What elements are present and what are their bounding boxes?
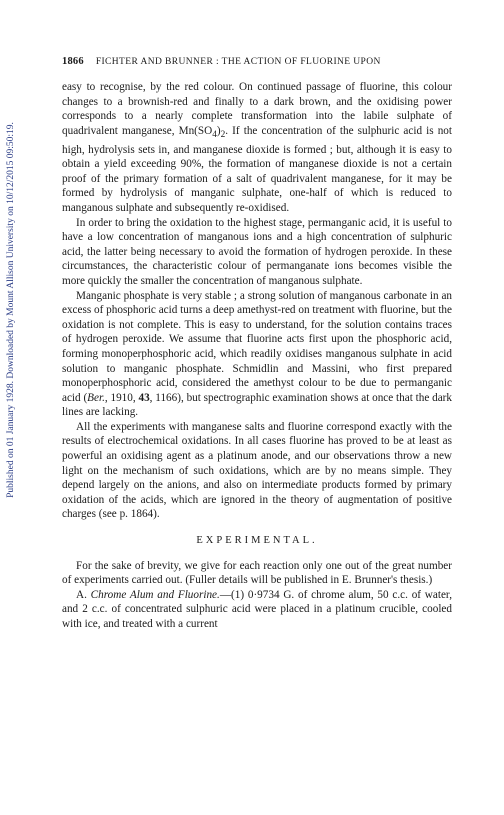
paragraph-3-text-a: Manganic phosphate is very stable ; a strong solution of manganous carbonate in an excess of phosphoric acid turns a deep amethyst-red on treatment with fluorine, but the oxidation is not complete. This is easy to understand, for the solution contains traces of hydrogen peroxide. We assume that fluorine acts first upon the phosphoric acid, forming monoperphosphoric acid, which readily oxidises manganous sulphate in acid solution to manganic phosphate. Schmidlin and Massini, who first prepared monoperphosphoric acid, considered the amethyst colour to be due to permanganic acid (	[62, 289, 452, 404]
paragraph-2: In order to bring the oxidation to the highest stage, permanganic acid, it is useful to have a low concentration of manganous ions and a high concentration of sulphuric acid, the latter being necessary to avoid the formation of hydrogen peroxide. In these circumstances, the characteristic colour of permanganate ions becomes visible the more quickly the smaller the concentration of manganous sulphate.	[62, 216, 452, 287]
running-header	[62, 56, 452, 67]
paragraph-1-text-a: easy to recognise, by the red colour. On continued passage of fluorine, this colour changes to a brownish-red and finally to a dark brown, and the oxidising power corresponds to a nearly complete transformation into the labile sulphate of quadrivalent manganese, Mn(SO	[62, 81, 452, 137]
download-watermark	[0, 60, 22, 560]
paragraph-6-text-a: A.	[76, 588, 91, 601]
citation-year: , 1910,	[104, 391, 139, 404]
subscript: 4	[212, 130, 217, 141]
page-number: 1866	[62, 56, 84, 67]
download-watermark-text: Published on 01 January 1928. Downloaded by Mount Allison University on 10/12/2015 09:50:19.	[6, 122, 16, 498]
experiment-title: Chrome Alum and Fluorine.	[90, 588, 220, 601]
subscript: 2	[220, 130, 226, 141]
paragraph-3-text-b: , 1166), but spectrographic examination shows at once that the dark lines are lacking.	[62, 391, 452, 419]
citation-volume: 43	[138, 391, 150, 404]
section-heading: EXPERIMENTAL.	[196, 535, 318, 547]
running-title: FICHTER AND BRUNNER : THE ACTION OF FLUORINE UPON	[95, 57, 381, 67]
paragraph-1-text-c: . If the concentration of the sulphuric acid is not high, hydrolysis sets in, and manganese dioxide is formed ; but, although it is easy to obtain a yield exceeding 90%, the formation of manganese dioxide is not a certain proof of the primary formation of a salt of quadrivalent manganese, for it may be formed by hydrolysis of manganic sulphate, one-half of which is reduced to manganous sulphate and subsequently re-oxidised.	[62, 124, 452, 214]
paragraph-1-text-b: )	[216, 124, 221, 137]
paragraph-5: For the sake of brevity, we give for each reaction only one out of the great number of experiments carried out. (Fuller details will be published in E. Brunner's thesis.)	[62, 559, 452, 587]
citation-journal: Ber.	[87, 391, 105, 404]
paragraph-4: All the experiments with manganese salts and fluorine correspond exactly with the results of electrochemical oxidations. In all cases fluorine has proved to be at least as powerful an oxidising agent as a platinum anode, and our observations throw a new light on the mechanism of such oxidations, which are by no means simple. They depend largely on the anions, and also on intermediate products formed by primary oxidation of the acids, which are ignored in the theory of augmentation of positive charges (see p. 1864).	[62, 420, 452, 521]
article-body	[62, 80, 452, 632]
paragraph-6	[62, 588, 452, 632]
paragraph-3	[62, 289, 452, 420]
paragraph-1	[62, 80, 452, 216]
paragraph-6-text-b: —(1) 0·9734 G. of chrome alum, 50 c.c. of water, and 2 c.c. of concentrated sulphuric acid were placed in a platinum crucible, cooled with ice, and treated with a current	[62, 588, 452, 631]
